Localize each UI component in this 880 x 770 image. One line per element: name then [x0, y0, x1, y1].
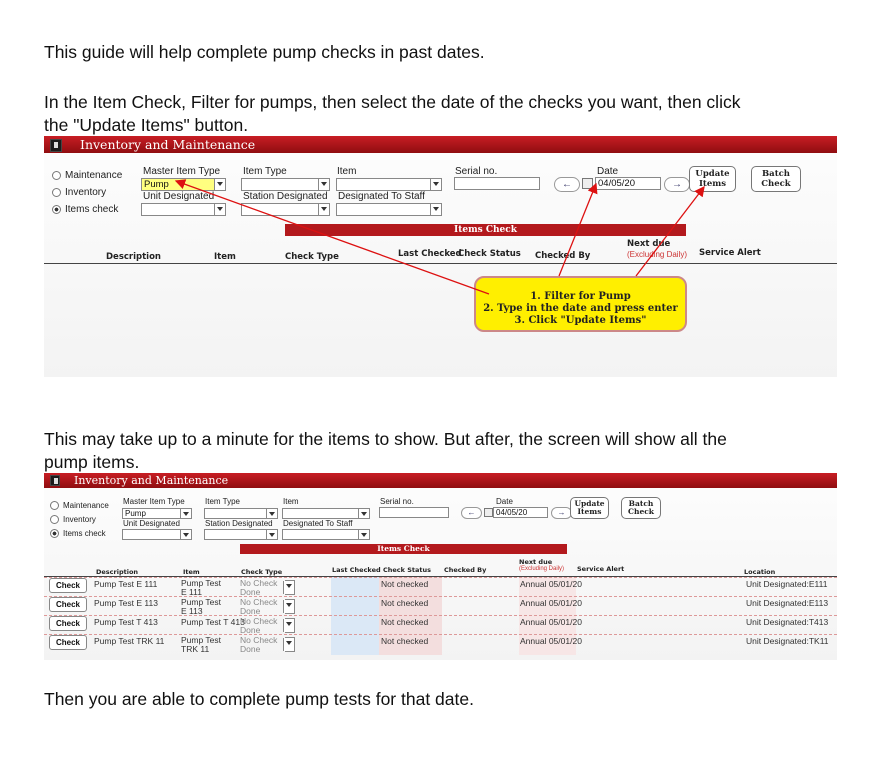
row-item: Pump Test TRK 11 [181, 635, 222, 654]
table-row [44, 577, 837, 597]
chevron-down-icon [180, 509, 191, 518]
date-next-button[interactable]: → [664, 177, 690, 192]
table-row [44, 596, 837, 616]
row-location: Unit Designated:E113 [746, 598, 829, 608]
col-next-due-note: (Excluding Daily) [519, 566, 565, 572]
label-designated-to-staff: Designated To Staff [283, 519, 353, 528]
master-item-type-select[interactable]: Pump [122, 508, 192, 519]
app-icon [50, 475, 60, 486]
row-next-due: Annual 05/01/20 [520, 636, 582, 646]
col-location: Location [744, 568, 776, 576]
row-next-due: Annual 05/01/20 [520, 617, 582, 627]
col-next-due: Next due [627, 239, 671, 249]
update-items-button[interactable]: Update Items [689, 166, 736, 192]
label-date: Date [496, 497, 513, 506]
col-service-alert: Service Alert [577, 565, 625, 573]
row-item: Pump Test T 413 [181, 617, 245, 627]
row-check-status: Not checked [381, 617, 429, 627]
step2-text-line2: pump items. [44, 452, 140, 472]
arrow-to-date [559, 184, 596, 276]
station-designated-select[interactable] [204, 529, 278, 540]
unit-designated-select[interactable] [122, 529, 192, 540]
items-check-bar: Items Check [240, 544, 567, 554]
app-title: Inventory and Maintenance [80, 137, 256, 152]
check-button[interactable]: Check [49, 597, 87, 612]
row-location: Unit Designated:T413 [746, 617, 829, 627]
item-type-select[interactable] [204, 508, 278, 519]
chevron-down-icon [283, 638, 294, 651]
batch-check-button[interactable]: Batch Check [751, 166, 801, 192]
col-item: Item [183, 568, 200, 576]
callout-arrows [44, 136, 837, 377]
col-check-status: Check Status [458, 249, 521, 259]
label-unit-designated: Unit Designated [123, 519, 180, 528]
update-items-button[interactable]: Update Items [570, 497, 609, 519]
row-next-due: Annual 05/01/20 [520, 598, 582, 608]
chevron-down-icon [283, 581, 294, 594]
outro-text: Then you are able to complete pump tests for that date. [44, 689, 474, 709]
step1-text-line2: the "Update Items" button. [44, 115, 249, 135]
items-check-bar: Items Check [285, 224, 686, 236]
row-item: Pump Test E 111 [181, 578, 222, 597]
instruction-callout: 1. Filter for Pump 2. Type in the date and press enter 3. Click "Update Items" [474, 276, 687, 332]
row-description: Pump Test T 413 [94, 617, 158, 627]
screenshot-results [44, 473, 837, 660]
intro-text: This guide will help complete pump checks in past dates. [44, 42, 485, 62]
row-check-status: Not checked [381, 579, 429, 589]
col-check-status: Check Status [383, 566, 432, 574]
radio-items-check[interactable]: Items check [50, 529, 106, 538]
row-description: Pump Test E 113 [94, 598, 158, 608]
date-next-button[interactable]: → [551, 507, 572, 519]
designated-to-staff-select[interactable] [282, 529, 370, 540]
label-item: Item [283, 497, 299, 506]
col-checked-by: Checked By [444, 566, 487, 574]
calendar-icon[interactable] [484, 508, 493, 517]
label-station-designated: Station Designated [205, 519, 273, 528]
col-next-due-note: (Excluding Daily) [627, 250, 688, 259]
check-type-select[interactable] [285, 580, 295, 595]
chevron-down-icon [283, 619, 294, 632]
chevron-down-icon [266, 509, 277, 518]
row-item: Pump Test E 113 [181, 597, 222, 616]
table-row [44, 634, 837, 654]
check-button[interactable]: Check [49, 578, 87, 593]
item-select[interactable] [282, 508, 370, 519]
label-date: Date [597, 166, 619, 177]
col-item: Item [214, 252, 236, 262]
col-last-checked: Last Checked [332, 566, 381, 574]
arrow-to-master-type [176, 181, 489, 294]
date-prev-button[interactable]: ← [461, 507, 482, 519]
app-title-bar [44, 473, 837, 488]
row-check-status: Not checked [381, 636, 429, 646]
label-item-type: Item Type [205, 497, 240, 506]
label-station-designated: Station Designated [243, 191, 328, 202]
app-title: Inventory and Maintenance [74, 474, 229, 487]
label-item: Item [337, 166, 357, 177]
col-check-type: Check Type [241, 568, 283, 576]
label-master-item-type: Master Item Type [143, 166, 221, 177]
row-check-type: No Check Done [240, 616, 278, 635]
label-serial-no: Serial no. [380, 497, 414, 506]
check-button[interactable]: Check [49, 616, 87, 631]
arrow-to-update-items [636, 187, 704, 276]
date-input[interactable]: 04/05/20 [493, 507, 548, 518]
radio-inventory[interactable]: Inventory [50, 515, 96, 524]
row-check-status: Not checked [381, 598, 429, 608]
row-location: Unit Designated:E111 [746, 579, 828, 589]
chevron-down-icon [266, 530, 277, 539]
master-item-type-select[interactable]: Pump [141, 178, 226, 191]
check-type-select[interactable] [285, 637, 295, 652]
radio-inventory[interactable]: Inventory [52, 187, 106, 198]
check-button[interactable]: Check [49, 635, 87, 650]
label-serial-no: Serial no. [455, 166, 498, 177]
col-next-due: Next due [519, 558, 553, 566]
radio-maintenance[interactable]: Maintenance [52, 170, 122, 181]
label-designated-to-staff: Designated To Staff [338, 191, 425, 202]
step2-text-line1: This may take up to a minute for the items to show. But after, the screen will show all the [44, 429, 727, 449]
date-input[interactable]: 04/05/20 [595, 177, 661, 190]
check-type-select[interactable] [285, 618, 295, 633]
row-location: Unit Designated:TK11 [746, 636, 829, 646]
row-check-type: No Check Done [240, 597, 278, 616]
radio-items-check[interactable]: Items check [52, 204, 118, 215]
chevron-down-icon [358, 530, 369, 539]
chevron-down-icon [358, 509, 369, 518]
row-check-type: No Check Done [240, 635, 278, 654]
col-service-alert: Service Alert [699, 248, 761, 258]
screenshot-filter [44, 136, 837, 377]
row-description: Pump Test E 111 [94, 579, 158, 589]
chevron-down-icon [283, 600, 294, 613]
col-description: Description [106, 252, 161, 262]
col-checked-by: Checked By [535, 251, 591, 261]
col-description: Description [96, 568, 139, 576]
chevron-down-icon [180, 530, 191, 539]
col-check-type: Check Type [285, 252, 339, 262]
col-last-checked: Last Checked [398, 249, 462, 259]
row-check-type: No Check Done [240, 578, 278, 597]
radio-maintenance[interactable]: Maintenance [50, 501, 109, 510]
row-next-due: Annual 05/01/20 [520, 579, 582, 589]
label-master-item-type: Master Item Type [123, 497, 185, 506]
table-row [44, 615, 837, 635]
label-item-type: Item Type [243, 166, 287, 177]
date-prev-button[interactable]: ← [554, 177, 580, 192]
row-description: Pump Test TRK 11 [94, 636, 165, 646]
serial-no-input[interactable] [379, 507, 449, 518]
step1-text-line1: In the Item Check, Filter for pumps, then select the date of the checks you want, then click [44, 92, 741, 112]
label-unit-designated: Unit Designated [143, 191, 215, 202]
batch-check-button[interactable]: Batch Check [621, 497, 661, 519]
check-type-select[interactable] [285, 599, 295, 614]
